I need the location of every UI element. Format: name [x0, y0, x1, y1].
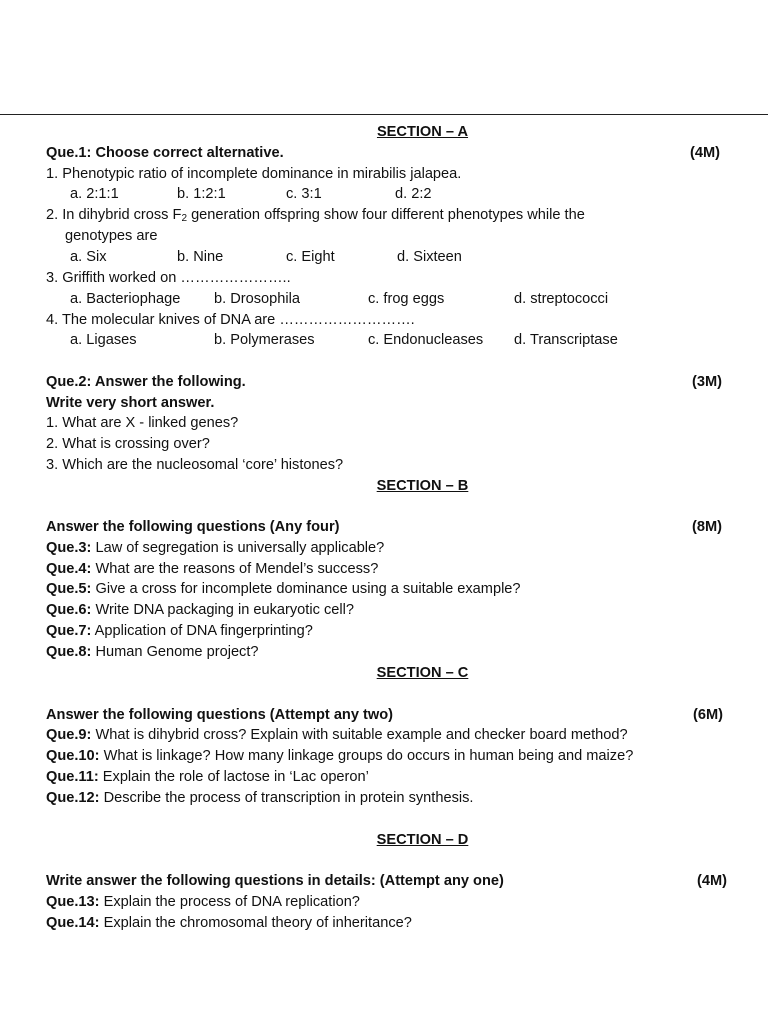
q1-item-4-option-b: b. Polymerases [214, 332, 315, 348]
que5: Que.5: Give a cross for incomplete dominance using a suitable example? [46, 581, 521, 597]
section-c-marks: (6M) [693, 707, 723, 723]
section-d-marks: (4M) [697, 873, 727, 889]
header-rule [0, 114, 768, 115]
q1-item-1-option-b: b. 1:2:1 [177, 186, 226, 202]
q1-item-1-option-d: d. 2:2 [395, 186, 432, 202]
q2-item-3: 3. Which are the nucleosomal ‘core’ histones? [46, 457, 344, 473]
que6: Que.6: Write DNA packaging in eukaryotic cell? [46, 602, 354, 618]
section-b-title: SECTION – B [376, 478, 469, 494]
q1-item-2-option-b: b. Nine [177, 249, 224, 265]
que11: Que.11: Explain the role of lactose in ‘Lac operon’ [46, 769, 369, 785]
que12: Que.12: Describe the process of transcription in protein synthesis. [46, 790, 474, 806]
q2-item-1: 1. What are X - linked genes? [46, 415, 239, 431]
q1-item-2-option-a: a. Six [70, 249, 107, 265]
que1-marks: (4M) [690, 145, 720, 161]
que2-marks: (3M) [692, 374, 722, 390]
q1-item-2-option-c: c. Eight [286, 249, 335, 265]
section-b-instruction: Answer the following questions (Any four) [46, 519, 340, 535]
que3: Que.3: Law of segregation is universally applicable? [46, 540, 385, 556]
que13: Que.13: Explain the process of DNA replication? [46, 894, 360, 910]
q1-item-4-option-a: a. Ligases [70, 332, 137, 348]
q1-item-4-option-d: d. Transcriptase [514, 332, 618, 348]
que7: Que.7: Application of DNA fingerprinting? [46, 623, 313, 639]
que9: Que.9: What is dihybrid cross? Explain with suitable example and checker board method? [46, 727, 628, 743]
q1-item-1: 1. Phenotypic ratio of incomplete dominance in mirabilis jalapea. [46, 166, 462, 182]
q1-item-3-option-a: a. Bacteriophage [70, 291, 181, 307]
q1-item-3-option-d: d. streptococci [514, 291, 609, 307]
q1-item-1-option-c: c. 3:1 [286, 186, 322, 202]
que8: Que.8: Human Genome project? [46, 644, 259, 660]
que1-label: Que.1: Choose correct alternative. [46, 145, 284, 161]
q1-item-4-option-c: c. Endonucleases [368, 332, 484, 348]
section-d-title: SECTION – D [376, 832, 469, 848]
que10: Que.10: What is linkage? How many linkage groups do occurs in human being and maize? [46, 748, 634, 764]
q1-item-1-option-a: a. 2:1:1 [70, 186, 119, 202]
q1-item-2-cont: genotypes are [65, 228, 158, 244]
q2-item-2: 2. What is crossing over? [46, 436, 210, 452]
q1-item-3-option-c: c. frog eggs [368, 291, 445, 307]
q1-item-4: 4. The molecular knives of DNA are ………………………. [46, 312, 415, 328]
q1-item-2: 2. In dihybrid cross $F_2$ generation offspring show four different phenotypes while the [46, 207, 585, 224]
section-c-instruction: Answer the following questions (Attempt any two) [46, 707, 394, 723]
subscript-2: 2 [181, 213, 188, 224]
section-d-instruction: Write answer the following questions in details: (Attempt any one) [46, 873, 504, 889]
section-a-title: SECTION – A [376, 124, 469, 140]
section-c-title: SECTION – C [376, 665, 469, 681]
que4: Que.4: What are the reasons of Mendel’s success? [46, 561, 379, 577]
que2-sublabel: Write very short answer. [46, 395, 215, 411]
section-b-marks: (8M) [692, 519, 722, 535]
que14: Que.14: Explain the chromosomal theory of inheritance? [46, 915, 412, 931]
q1-item-3: 3. Griffith worked on ………………….. [46, 270, 291, 286]
q1-item-3-option-b: b. Drosophila [214, 291, 300, 307]
que2-label: Que.2: Answer the following. [46, 374, 246, 390]
q1-item-2-option-d: d. Sixteen [397, 249, 462, 265]
